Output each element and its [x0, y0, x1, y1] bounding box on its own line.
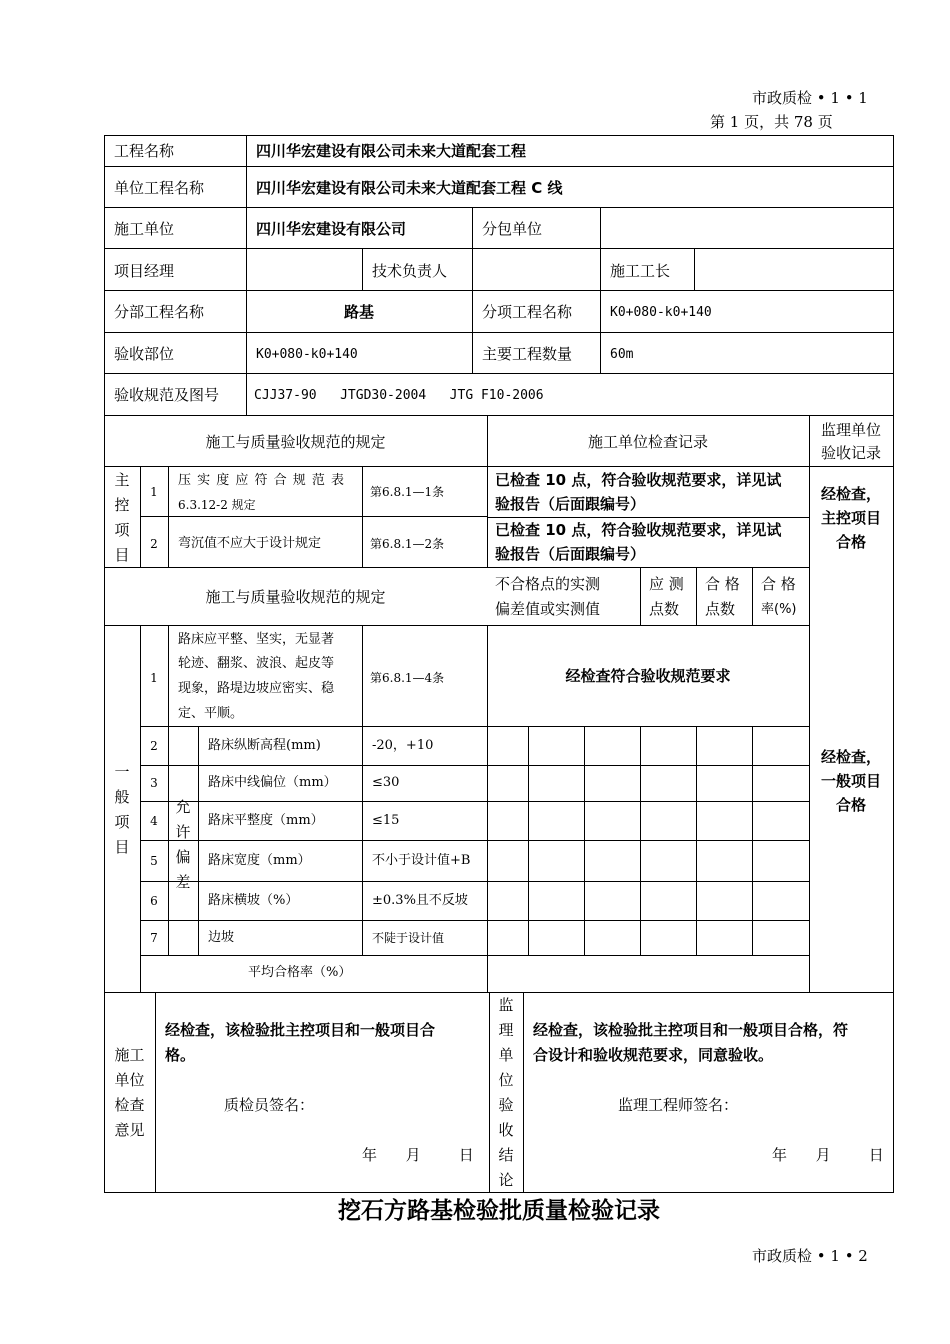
main-control-label: 主 控 项 目 — [114, 471, 130, 564]
tech-label: 技术负责人 — [372, 262, 448, 280]
general-item-1-clause: 第6.8.1—4条 — [370, 671, 445, 685]
general-item-4-no: 4 — [150, 814, 158, 828]
general-item-6-no: 6 — [150, 894, 158, 908]
general-item-3-name: 路床中线偏位（mm） — [208, 775, 337, 790]
contractor-opinion-2: 格。 — [165, 1046, 196, 1064]
general-item-1-req-3: 现象，路堤边坡应密实、稳 — [178, 681, 335, 696]
division-label: 分部工程名称 — [114, 303, 205, 321]
contractor-check-header: 施工单位检查记录 — [587, 433, 708, 451]
main-item-1-clause: 第6.8.1—1条 — [370, 485, 445, 499]
spec-rules-header: 施工与质量验收规范的规定 — [205, 433, 386, 451]
general-item-1-req-2: 轮迹、翻浆、波浪、起皮等 — [178, 656, 335, 671]
main-item-1-req-2: 6.3.12-2 规定 — [178, 498, 256, 512]
general-item-1-req-1: 路床应平整、坚实，无显著 — [178, 632, 335, 647]
main-item-1-no: 1 — [150, 485, 158, 499]
main-item-1-req-1: 压 实 度 应 符 合 规 范 表 — [178, 473, 346, 488]
project-name-value: 四川华宏建设有限公司未来大道配套工程 — [256, 142, 527, 160]
engineer-signature: 监理工程师签名： — [618, 1096, 739, 1114]
contractor-opinion-1: 经检查，该检验批主控项目和一般项目合 — [165, 1021, 436, 1039]
general-supervisor-1: 经检查， — [820, 748, 881, 766]
main-item-1-record-2: 验报告（后面跟编号） — [495, 495, 646, 513]
main-item-2-clause: 第6.8.1—2条 — [370, 537, 445, 551]
supervisor-check-header-1: 监理单位 — [820, 421, 881, 439]
inspector-signature: 质检员签名： — [224, 1096, 315, 1114]
supervisor-check-header-2: 验收记录 — [820, 444, 881, 462]
tolerance-label: 允 许 偏 差 — [175, 798, 191, 891]
general-item-1-no: 1 — [150, 671, 158, 685]
standard-label: 验收规范及图号 — [114, 386, 220, 404]
unit-project-value: 四川华宏建设有限公司未来大道配套工程 C 线 — [256, 179, 563, 197]
main-supervisor-2: 主控项目 — [820, 509, 881, 527]
main-item-2-record-2: 验报告（后面跟编号） — [495, 545, 646, 563]
avg-rate-label: 平均合格率（%） — [248, 965, 352, 980]
subcontractor-label: 分包单位 — [482, 220, 543, 238]
spec-rules-header-2: 施工与质量验收规范的规定 — [205, 588, 386, 606]
form-code-2: 市政质检 • 1 • 2 — [752, 1247, 868, 1265]
quantity-label: 主要工程数量 — [482, 345, 573, 363]
main-item-2-record-1: 已检查 10 点，符合验收规范要求，详见试 — [495, 521, 782, 539]
supervisor-date: 年 月 日 — [772, 1146, 884, 1164]
standard-value: CJJ37-90 JTGD30-2004 JTG F10-2006 — [254, 388, 544, 403]
main-supervisor-3: 合格 — [835, 533, 866, 551]
deviation-header-2: 偏差值或实测值 — [495, 600, 601, 618]
main-item-2-no: 2 — [150, 537, 158, 551]
main-item-2-req-1: 弯沉值不应大于设计规定 — [178, 536, 322, 551]
passed-header-1: 合 格 — [705, 575, 740, 593]
project-name-label: 工程名称 — [114, 142, 175, 160]
general-item-6-value: ±0.3%且不反坡 — [372, 893, 468, 908]
supervisor-conclusion-1: 经检查，该检验批主控项目和一般项目合格，符 — [533, 1021, 849, 1039]
points-header-2: 点数 — [649, 600, 680, 618]
general-item-4-name: 路床平整度（mm） — [208, 813, 324, 828]
general-label: 一 般 项 目 — [114, 763, 130, 856]
general-item-3-no: 3 — [150, 776, 158, 790]
subitem-label: 分项工程名称 — [482, 303, 573, 321]
page-title: 挖石方路基检验批质量检验记录 — [338, 1198, 660, 1224]
main-item-1-record-1: 已检查 10 点，符合验收规范要求，详见试 — [495, 471, 782, 489]
general-item-1-record: 经检查符合验收规范要求 — [565, 667, 731, 685]
contractor-date: 年 月 日 — [362, 1146, 474, 1164]
general-item-7-value: 不陡于设计值 — [372, 931, 445, 945]
passed-header-2: 点数 — [705, 600, 736, 618]
general-item-1-req-4: 定、平顺。 — [178, 706, 244, 721]
general-item-6-name: 路床横坡（%） — [208, 893, 299, 908]
division-value: 路基 — [343, 303, 374, 321]
general-item-2-value: -20，+10 — [372, 738, 434, 753]
rate-header-1: 合 格 — [761, 575, 796, 593]
deviation-header-1: 不合格点的实测 — [495, 575, 601, 593]
subitem-value: K0+080-k0+140 — [610, 305, 712, 320]
general-item-7-no: 7 — [150, 931, 158, 945]
unit-project-label: 单位工程名称 — [114, 179, 205, 197]
supervisor-conclusion-label: 监 理 单 位 验 收 结 论 — [498, 996, 514, 1189]
points-header-1: 应 测 — [649, 575, 684, 593]
general-item-2-name: 路床纵断高程(mm) — [208, 738, 321, 753]
quantity-value: 60m — [610, 347, 634, 362]
general-item-2-no: 2 — [150, 739, 158, 753]
foreman-label: 施工工长 — [610, 262, 671, 280]
contractor-opinion-label: 施工 单位 检查 意见 — [114, 1046, 145, 1139]
general-item-4-value: ≤15 — [372, 813, 400, 828]
general-item-5-no: 5 — [150, 854, 158, 868]
general-item-3-value: ≤30 — [372, 775, 400, 790]
form-code: 市政质检 • 1 • 1 — [752, 89, 868, 107]
location-value: K0+080-k0+140 — [256, 347, 358, 362]
rate-header-2: 率(%) — [761, 602, 797, 617]
general-supervisor-2: 一般项目 — [820, 772, 881, 790]
page-info: 第 1 页，共 78 页 — [710, 113, 833, 131]
general-item-5-value: 不小于设计值+B — [372, 853, 471, 868]
main-supervisor-1: 经检查， — [820, 485, 881, 503]
location-label: 验收部位 — [114, 345, 175, 363]
general-item-7-name: 边坡 — [208, 930, 235, 945]
pm-label: 项目经理 — [114, 262, 175, 280]
contractor-label: 施工单位 — [114, 220, 175, 238]
general-item-5-name: 路床宽度（mm） — [208, 853, 311, 868]
supervisor-conclusion-2: 合设计和验收规范要求，同意验收。 — [533, 1046, 774, 1064]
general-supervisor-3: 合格 — [835, 796, 866, 814]
contractor-value: 四川华宏建设有限公司 — [256, 220, 407, 238]
